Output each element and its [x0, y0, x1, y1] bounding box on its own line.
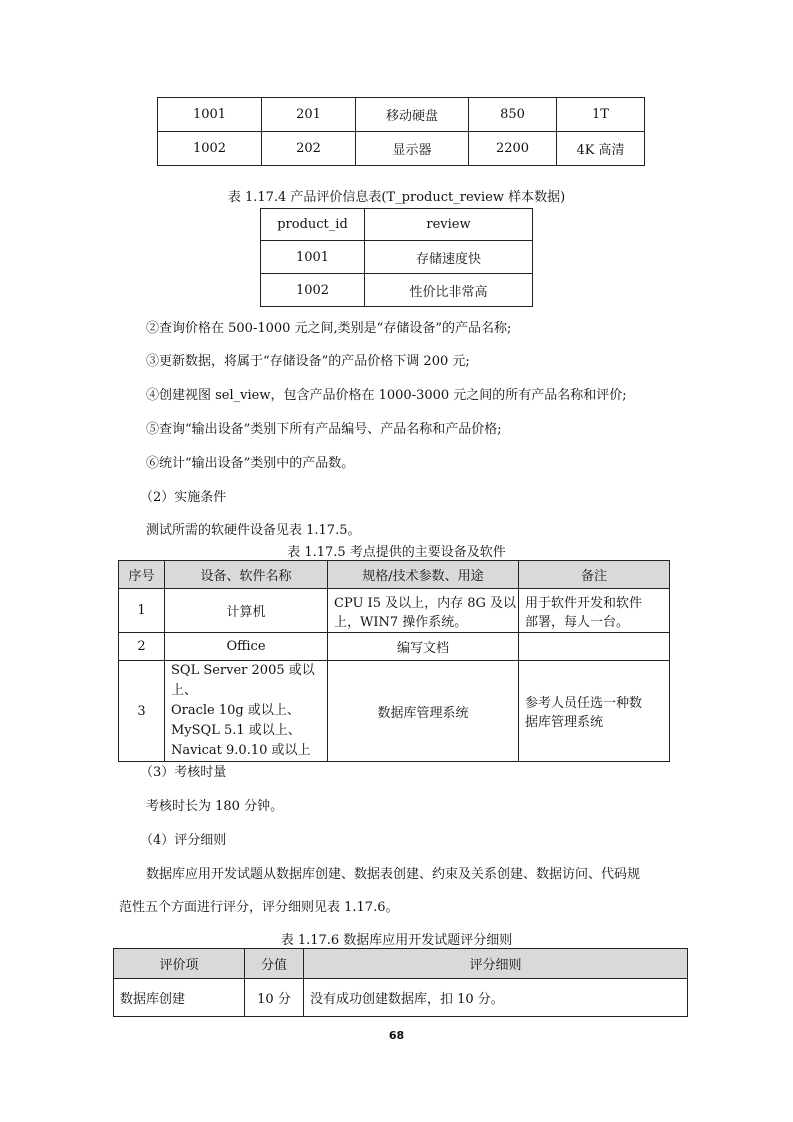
- table-cell: [328, 589, 519, 633]
- table-cell: 3: [119, 661, 165, 762]
- table-row: [119, 661, 670, 762]
- table-cell: 显示器: [356, 132, 469, 166]
- table-cell: 存储速度快: [365, 241, 533, 274]
- table-cell: [519, 589, 670, 633]
- table-cell: 2200: [469, 132, 557, 166]
- table-cell: 10 分: [245, 979, 304, 1017]
- table-cell: 1T: [557, 98, 645, 132]
- section-heading: （3）考核时量: [140, 765, 227, 780]
- table-cell: 1001: [158, 98, 262, 132]
- table-cell: 850: [469, 98, 557, 132]
- table-cell: 性价比非常高: [365, 274, 533, 307]
- table-caption: 表 1.17.5 考点提供的主要设备及软件: [287, 545, 506, 560]
- table-row: [158, 98, 645, 132]
- scoring-table: [113, 948, 688, 1017]
- table-cell: 1: [119, 589, 165, 633]
- table-cell: Office: [165, 633, 328, 661]
- task-item: ③更新数据，将属于“存储设备”的产品价格下调 200 元;: [146, 354, 470, 369]
- table-row: [114, 979, 688, 1017]
- task-item: ⑥统计“输出设备”类别中的产品数。: [146, 456, 355, 471]
- paragraph: 测试所需的软硬件设备见表 1.17.5。: [146, 523, 361, 538]
- table-caption: 表 1.17.6 数据库应用开发试题评分细则: [280, 933, 513, 948]
- paragraph: 考核时长为 180 分钟。: [146, 799, 284, 814]
- table-cell: 1001: [261, 241, 365, 274]
- table-cell: 移动硬盘: [356, 98, 469, 132]
- task-item: ⑤查询“输出设备”类别下所有产品编号、产品名称和产品价格;: [146, 422, 502, 437]
- section-heading: （4）评分细则: [140, 833, 227, 848]
- page-number: 68: [388, 1029, 405, 1042]
- table-row: [261, 274, 533, 307]
- column-header: 评价项: [114, 949, 245, 979]
- table-cell: 2: [119, 633, 165, 661]
- table-cell: [165, 661, 328, 762]
- task-item: ④创建视图 sel_view，包含产品价格在 1000-3000 元之间的所有产品名称和评价;: [146, 388, 627, 403]
- column-header: 分值: [245, 949, 304, 979]
- table-cell: [519, 661, 670, 762]
- table-caption: 表 1.17.4 产品评价信息表(T_product_review 样本数据): [227, 190, 566, 205]
- column-header: 评分细则: [304, 949, 688, 979]
- table-cell: 编写文档: [328, 633, 519, 661]
- cell-line: CPU I5 及以上，内存 8G 及以: [334, 595, 517, 611]
- review-table: [260, 208, 533, 307]
- table-header-row: [119, 561, 670, 589]
- paragraph: 数据库应用开发试题从数据库创建、数据表创建、约束及关系创建、数据访问、代码规: [146, 867, 641, 882]
- column-header: 序号: [119, 561, 165, 589]
- paragraph: 范性五个方面进行评分，评分细则见表 1.17.6。: [119, 900, 399, 915]
- table-cell: 4K 高清: [557, 132, 645, 166]
- table-cell: 201: [262, 98, 356, 132]
- column-header: 设备、软件名称: [165, 561, 328, 589]
- cell-line: Oracle 10g 或以上、: [171, 703, 300, 718]
- table-cell: 没有成功创建数据库，扣 10 分。: [304, 979, 688, 1017]
- cell-line: 参考人员任选一种数: [525, 696, 643, 711]
- cell-line: MySQL 5.1 或以上、: [171, 723, 301, 738]
- table-cell: 1002: [158, 132, 262, 166]
- table-row: [261, 241, 533, 274]
- table-cell: 数据库创建: [114, 979, 245, 1017]
- table-cell: [519, 633, 670, 661]
- table-cell: 202: [262, 132, 356, 166]
- section-heading: （2）实施条件: [140, 490, 227, 505]
- cell-line: Navicat 9.0.10 或以上: [171, 743, 311, 758]
- table-header-row: [114, 949, 688, 979]
- table-row: [119, 633, 670, 661]
- cell-line: 部署，每人一台。: [525, 614, 630, 630]
- cell-line: SQL Server 2005 或以上、: [171, 663, 315, 698]
- cell-line: 上，WIN7 操作系统。: [334, 614, 468, 630]
- column-header: 备注: [519, 561, 670, 589]
- table-cell: 数据库管理系统: [328, 661, 519, 762]
- equipment-table: [118, 560, 670, 762]
- column-header: review: [365, 209, 533, 241]
- task-item: ②查询价格在 500-1000 元之间,类别是“存储设备”的产品名称;: [146, 321, 512, 336]
- cell-line: 据库管理系统: [525, 715, 604, 730]
- product-table-continued: [157, 97, 645, 166]
- table-row: [119, 589, 670, 633]
- column-header: 规格/技术参数、用途: [328, 561, 519, 589]
- table-cell: 1002: [261, 274, 365, 307]
- table-cell: 计算机: [165, 589, 328, 633]
- column-header: product_id: [261, 209, 365, 241]
- cell-line: 用于软件开发和软件: [525, 595, 643, 611]
- table-row: [158, 132, 645, 166]
- table-header-row: [261, 209, 533, 241]
